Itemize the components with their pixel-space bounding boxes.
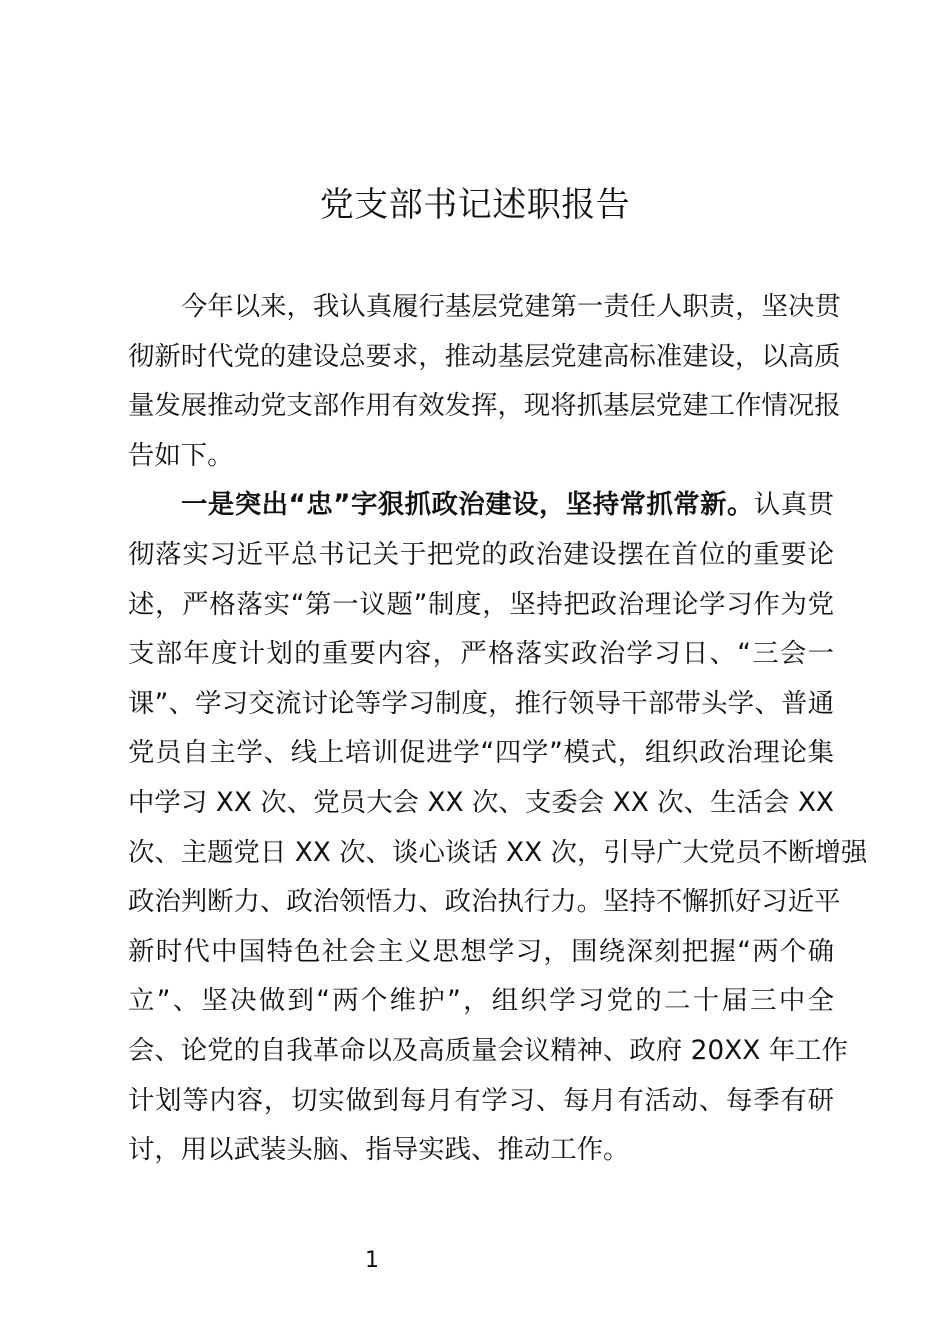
paragraph-line: 党员自主学、线上培训促进学“四学”模式，组织政治理论集 — [128, 737, 834, 769]
document-body — [128, 282, 868, 1175]
paragraph-line: 讨，用以武装头脑、指导实践、推动工作。 — [128, 1134, 630, 1166]
paragraph-line: 会、论党的自我革命以及高质量会议精神、政府 20XX 年工作 — [128, 1034, 848, 1066]
paragraph-line: 立”、坚决做到“两个维护”，组织学习党的二十届三中全 — [128, 985, 834, 1017]
paragraph-line-rest: 认真贯 — [753, 489, 834, 521]
paragraph-line: 述，严格落实“第一议题”制度，坚持把政治理论学习作为党 — [128, 588, 834, 620]
paragraph-line: 彻新时代党的建设总要求，推动基层党建高标准建设，以高质 — [128, 340, 841, 372]
paragraph-line: 支部年度计划的重要内容，严格落实政治学习日、“三会一 — [128, 638, 834, 670]
paragraph-line: 量发展推动党支部作用有效发挥，现将抓基层党建工作情况报 — [128, 390, 841, 422]
document-title: 党支部书记述职报告 — [319, 185, 631, 225]
paragraph-line: 新时代中国特色社会主义思想学习，围绕深刻把握“两个确 — [128, 935, 834, 967]
paragraph-line: 计划等内容，切实做到每月有学习、每月有活动、每季有研 — [128, 1084, 834, 1116]
paragraph-line: 次、主题党日 XX 次、谈心谈话 XX 次，引导广大党员不断增强 — [128, 836, 868, 868]
section-heading-bold: 一是突出“忠”字狠抓政治建设，坚持常抓常新。 — [181, 489, 754, 521]
paragraph-line: 政治判断力、政治领悟力、政治执行力。坚持不懈抓好习近平 — [128, 886, 841, 918]
paragraph-line: 彻落实习近平总书记关于把党的政治建设摆在首位的重要论 — [128, 538, 834, 570]
paragraph-line: 课”、学习交流讨论等学习制度，推行领导干部带头学、普通 — [128, 687, 834, 719]
page-number: 1 — [365, 1248, 379, 1273]
paragraph-political-building — [128, 480, 868, 1174]
paragraph-line: 中学习 XX 次、党员大会 XX 次、支委会 XX 次、生活会 XX — [128, 786, 834, 818]
paragraph-line: 告如下。 — [128, 439, 234, 471]
paragraph-line: 今年以来，我认真履行基层党建第一责任人职责，坚决贯 — [181, 291, 841, 322]
paragraph-first-line — [128, 480, 834, 530]
paragraph-intro — [128, 282, 841, 480]
